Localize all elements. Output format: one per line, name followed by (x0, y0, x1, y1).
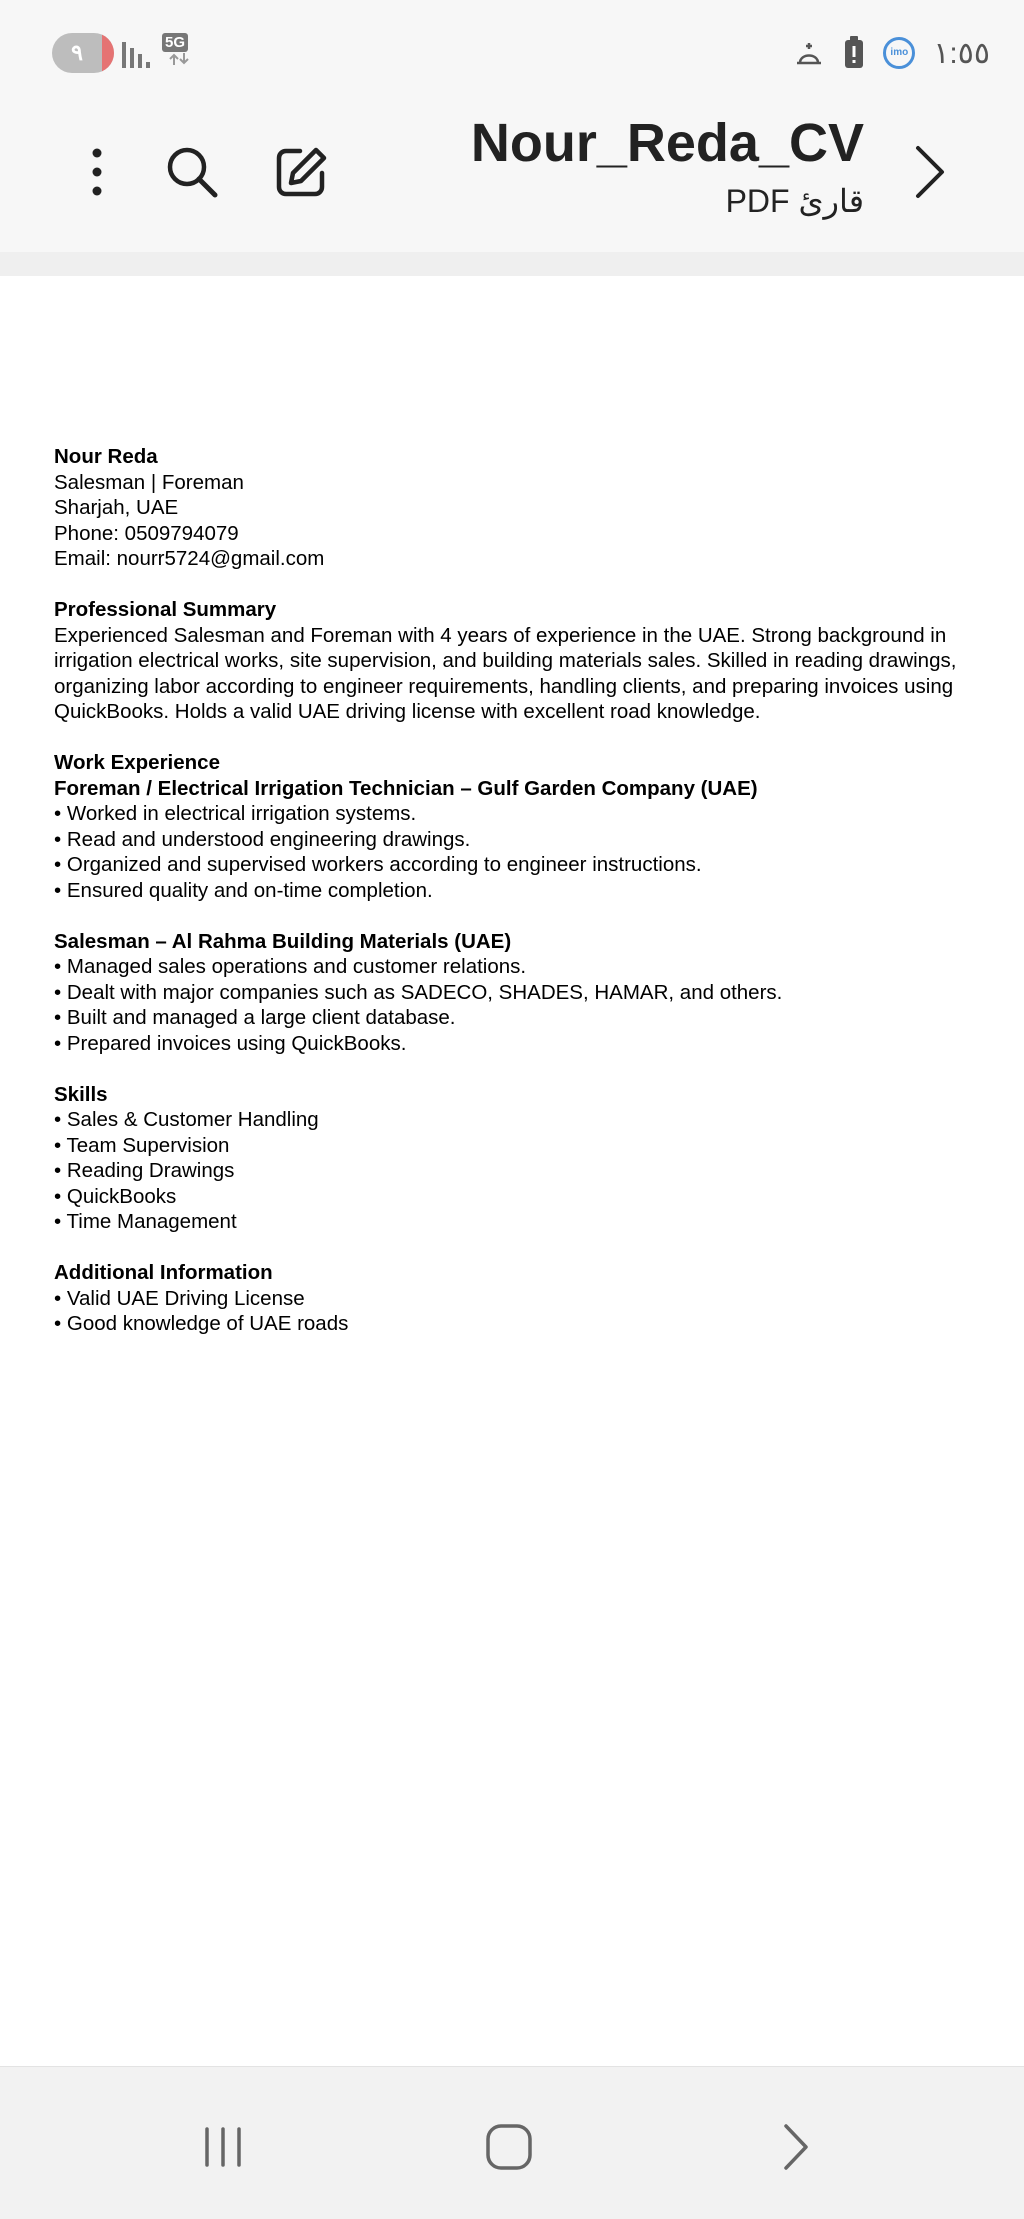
summary-line: irrigation electrical works, site supervision, and building materials sales. Skilled in reading drawings, (54, 649, 957, 672)
list-item: • Valid UAE Driving License (54, 1286, 305, 1310)
edit-icon (274, 145, 328, 199)
skills-heading: Skills (54, 1082, 108, 1106)
network-type-icon (162, 34, 196, 66)
prayer-mosque-icon (793, 37, 825, 69)
data-arrows-icon (166, 52, 196, 66)
list-item: • Reading Drawings (54, 1159, 235, 1182)
recent-apps-button[interactable] (183, 2107, 263, 2187)
cv-name: Nour Reda (54, 445, 158, 468)
list-item: • Prepared invoices using QuickBooks. (54, 1031, 407, 1055)
list-item: • Team Supervision (54, 1133, 230, 1157)
cv-email: Email: nourr5724@gmail.com (54, 547, 325, 570)
list-item: • QuickBooks (54, 1184, 177, 1208)
summary-heading: Professional Summary (54, 598, 277, 621)
forward-button[interactable] (900, 142, 960, 202)
job-title: Foreman / Electrical Irrigation Technician – Gulf Garden Company (UAE) (54, 776, 758, 800)
job-title: Salesman – Al Rahma Building Materials (UAE) (54, 929, 512, 953)
summary-line: Experienced Salesman and Foreman with 4 years of experience in the UAE. Strong background in (54, 623, 947, 647)
recent-apps-icon (201, 2125, 245, 2169)
back-chevron-icon (781, 2122, 811, 2172)
back-button[interactable] (756, 2107, 836, 2187)
battery-level-fill (102, 33, 114, 73)
network-type-label: 5G (162, 33, 188, 52)
battery-level-text: ٩ (71, 40, 83, 65)
app-subtitle: قارئ PDF (725, 183, 864, 219)
toolbar-divider (0, 252, 1024, 276)
app-toolbar (0, 100, 1024, 252)
list-item: • Sales & Customer Handling (54, 1108, 319, 1131)
pdf-page[interactable] (0, 276, 1024, 2066)
chevron-right-icon (914, 145, 946, 199)
home-icon (484, 2122, 534, 2172)
additional-heading: Additional Information (54, 1261, 273, 1284)
list-item: • Managed sales operations and customer relations. (54, 955, 527, 978)
list-item: • Worked in electrical irrigation systems. (54, 802, 417, 825)
cv-location: Sharjah, UAE (54, 496, 179, 519)
cv-role: Salesman | Foreman (54, 470, 244, 494)
signal-icon (122, 36, 150, 68)
home-button[interactable] (469, 2107, 549, 2187)
experience-heading: Work Experience (54, 751, 220, 774)
list-item: • Read and understood engineering drawings. (54, 827, 471, 851)
list-item: • Dealt with major companies such as SADECO, SHADES, HAMAR, and others. (54, 980, 783, 1004)
status-right-group (793, 28, 990, 78)
battery-indicator (52, 33, 114, 73)
more-vertical-icon (91, 147, 103, 197)
summary-line: QuickBooks. Holds a valid UAE driving license with excellent road knowledge. (54, 700, 761, 723)
clock: ١:٥٥ (933, 36, 990, 70)
list-item: • Built and managed a large client database. (54, 1006, 456, 1029)
status-bar (0, 0, 1024, 100)
cv-content (54, 444, 994, 1337)
list-item: • Organized and supervised workers according to engineer instructions. (54, 853, 702, 876)
edit-button[interactable] (271, 142, 331, 202)
list-item: • Time Management (54, 1210, 237, 1233)
cv-phone: Phone: 0509794079 (54, 521, 239, 545)
battery-alert-icon (843, 36, 865, 70)
more-options-button[interactable] (67, 142, 127, 202)
document-title: Nour_Reda_CV (470, 113, 864, 173)
system-nav-bar (0, 2066, 1024, 2219)
summary-line: organizing labor according to engineer requirements, handling clients, and preparing invoices using (54, 674, 954, 698)
list-item: • Ensured quality and on-time completion. (54, 878, 433, 902)
list-item: • Good knowledge of UAE roads (54, 1312, 349, 1335)
imo-icon: imo (883, 37, 915, 69)
search-button[interactable] (162, 142, 222, 202)
search-icon (165, 145, 219, 199)
